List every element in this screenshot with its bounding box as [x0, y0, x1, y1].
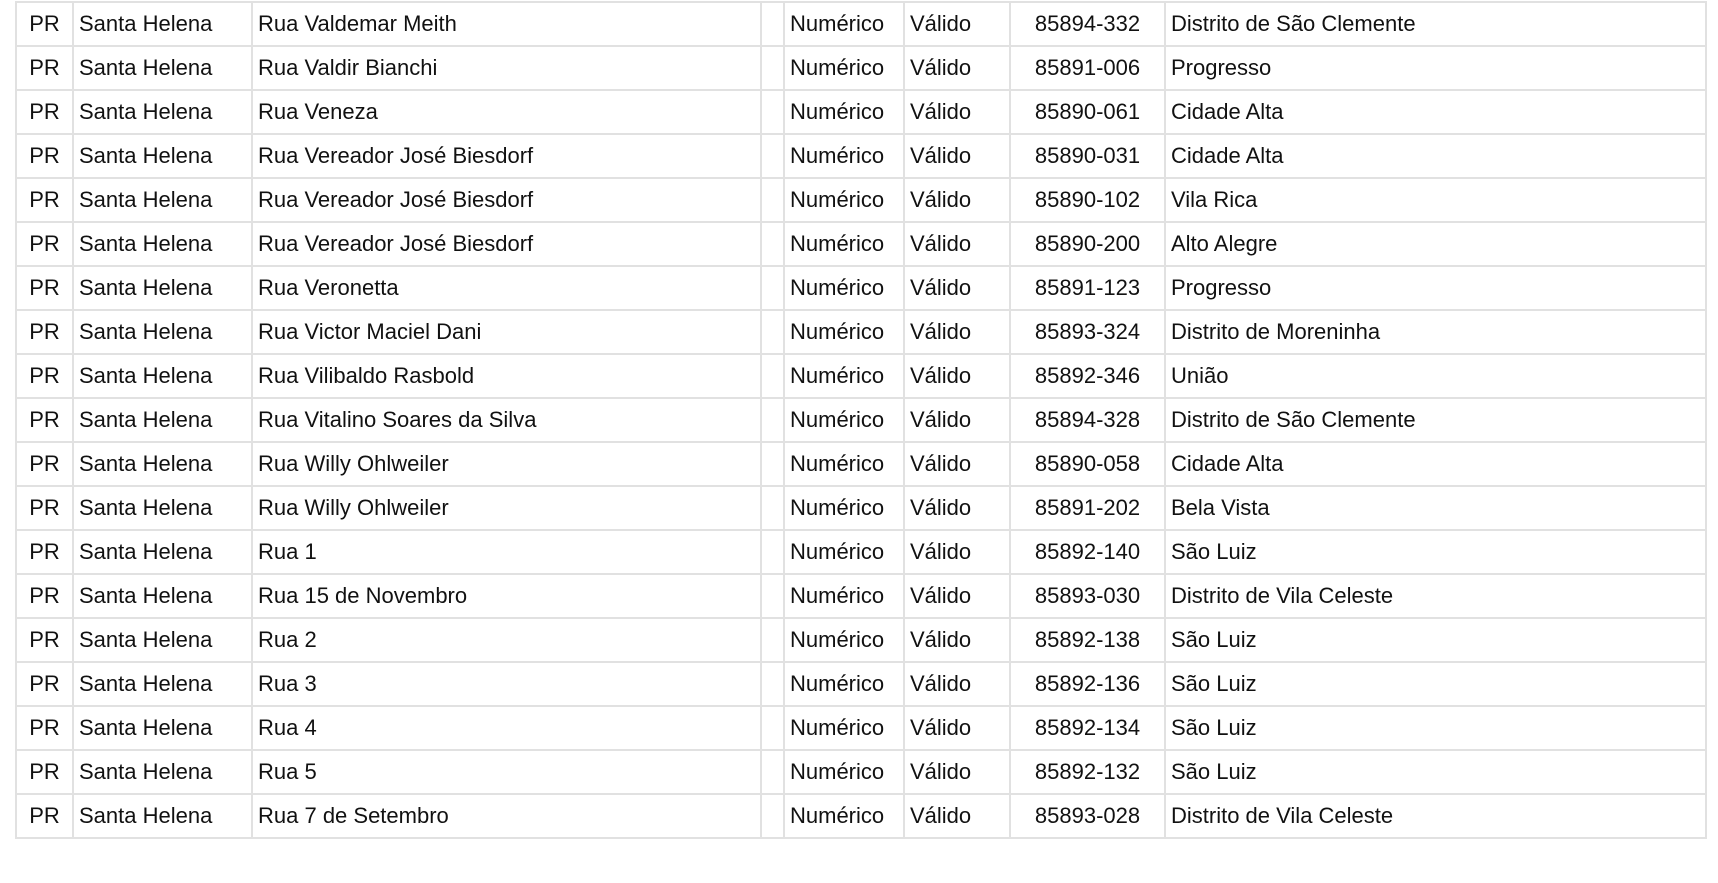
status-cell: Válido [904, 46, 1010, 90]
type-cell: Numérico [784, 530, 904, 574]
table-row [16, 134, 1706, 178]
neighborhood-cell: Progresso [1165, 46, 1706, 90]
uf-cell: PR [16, 266, 73, 310]
status-cell: Válido [904, 662, 1010, 706]
status-cell: Válido [904, 398, 1010, 442]
type-cell: Numérico [784, 750, 904, 794]
status-cell: Válido [904, 310, 1010, 354]
city-cell: Santa Helena [73, 46, 252, 90]
cep-cell: 85892-132 [1010, 750, 1165, 794]
status-cell: Válido [904, 706, 1010, 750]
blank-cell [761, 266, 784, 310]
cep-cell: 85890-102 [1010, 178, 1165, 222]
neighborhood-cell: Cidade Alta [1165, 442, 1706, 486]
street-cell: Rua 4 [252, 706, 761, 750]
city-cell: Santa Helena [73, 354, 252, 398]
table-row [16, 794, 1706, 838]
table-row [16, 618, 1706, 662]
type-cell: Numérico [784, 178, 904, 222]
neighborhood-cell: Distrito de Moreninha [1165, 310, 1706, 354]
cep-cell: 85890-200 [1010, 222, 1165, 266]
neighborhood-cell: São Luiz [1165, 750, 1706, 794]
type-cell: Numérico [784, 90, 904, 134]
table-row [16, 178, 1706, 222]
type-cell: Numérico [784, 486, 904, 530]
type-cell: Numérico [784, 574, 904, 618]
uf-cell: PR [16, 310, 73, 354]
neighborhood-cell: Bela Vista [1165, 486, 1706, 530]
neighborhood-cell: Distrito de Vila Celeste [1165, 794, 1706, 838]
cep-cell: 85890-058 [1010, 442, 1165, 486]
uf-cell: PR [16, 486, 73, 530]
status-cell: Válido [904, 178, 1010, 222]
city-cell: Santa Helena [73, 90, 252, 134]
neighborhood-cell: Cidade Alta [1165, 134, 1706, 178]
street-cell: Rua 1 [252, 530, 761, 574]
uf-cell: PR [16, 662, 73, 706]
street-cell: Rua Willy Ohlweiler [252, 486, 761, 530]
cep-cell: 85892-138 [1010, 618, 1165, 662]
blank-cell [761, 750, 784, 794]
neighborhood-cell: Alto Alegre [1165, 222, 1706, 266]
status-cell: Válido [904, 486, 1010, 530]
cep-table [15, 1, 1707, 839]
uf-cell: PR [16, 2, 73, 46]
uf-cell: PR [16, 134, 73, 178]
uf-cell: PR [16, 442, 73, 486]
type-cell: Numérico [784, 794, 904, 838]
city-cell: Santa Helena [73, 794, 252, 838]
blank-cell [761, 662, 784, 706]
city-cell: Santa Helena [73, 486, 252, 530]
status-cell: Válido [904, 750, 1010, 794]
street-cell: Rua Vereador José Biesdorf [252, 134, 761, 178]
blank-cell [761, 442, 784, 486]
table-row [16, 90, 1706, 134]
blank-cell [761, 310, 784, 354]
cep-cell: 85890-031 [1010, 134, 1165, 178]
blank-cell [761, 618, 784, 662]
street-cell: Rua 2 [252, 618, 761, 662]
cep-cell: 85894-328 [1010, 398, 1165, 442]
street-cell: Rua Willy Ohlweiler [252, 442, 761, 486]
neighborhood-cell: Vila Rica [1165, 178, 1706, 222]
table-row [16, 574, 1706, 618]
cep-cell: 85891-202 [1010, 486, 1165, 530]
type-cell: Numérico [784, 266, 904, 310]
neighborhood-cell: Distrito de São Clemente [1165, 2, 1706, 46]
cep-cell: 85892-346 [1010, 354, 1165, 398]
uf-cell: PR [16, 706, 73, 750]
type-cell: Numérico [784, 46, 904, 90]
table-row [16, 486, 1706, 530]
blank-cell [761, 574, 784, 618]
table-row [16, 662, 1706, 706]
type-cell: Numérico [784, 706, 904, 750]
table-row [16, 706, 1706, 750]
uf-cell: PR [16, 530, 73, 574]
neighborhood-cell: São Luiz [1165, 706, 1706, 750]
status-cell: Válido [904, 2, 1010, 46]
uf-cell: PR [16, 398, 73, 442]
neighborhood-cell: Cidade Alta [1165, 90, 1706, 134]
cep-cell: 85892-140 [1010, 530, 1165, 574]
uf-cell: PR [16, 178, 73, 222]
status-cell: Válido [904, 134, 1010, 178]
cep-cell: 85893-324 [1010, 310, 1165, 354]
cep-cell: 85891-006 [1010, 46, 1165, 90]
uf-cell: PR [16, 90, 73, 134]
type-cell: Numérico [784, 134, 904, 178]
type-cell: Numérico [784, 222, 904, 266]
cep-cell: 85893-030 [1010, 574, 1165, 618]
status-cell: Válido [904, 354, 1010, 398]
table-row [16, 398, 1706, 442]
blank-cell [761, 794, 784, 838]
type-cell: Numérico [784, 310, 904, 354]
neighborhood-cell: São Luiz [1165, 662, 1706, 706]
neighborhood-cell: Distrito de Vila Celeste [1165, 574, 1706, 618]
street-cell: Rua Valdir Bianchi [252, 46, 761, 90]
city-cell: Santa Helena [73, 442, 252, 486]
street-cell: Rua 7 de Setembro [252, 794, 761, 838]
cep-cell: 85890-061 [1010, 90, 1165, 134]
status-cell: Válido [904, 618, 1010, 662]
type-cell: Numérico [784, 2, 904, 46]
street-cell: Rua Veronetta [252, 266, 761, 310]
status-cell: Válido [904, 266, 1010, 310]
table-row [16, 46, 1706, 90]
neighborhood-cell: São Luiz [1165, 530, 1706, 574]
type-cell: Numérico [784, 618, 904, 662]
cep-cell: 85891-123 [1010, 266, 1165, 310]
blank-cell [761, 398, 784, 442]
uf-cell: PR [16, 222, 73, 266]
city-cell: Santa Helena [73, 706, 252, 750]
neighborhood-cell: São Luiz [1165, 618, 1706, 662]
city-cell: Santa Helena [73, 750, 252, 794]
city-cell: Santa Helena [73, 2, 252, 46]
table-row [16, 354, 1706, 398]
uf-cell: PR [16, 750, 73, 794]
uf-cell: PR [16, 618, 73, 662]
table-body [16, 2, 1706, 838]
blank-cell [761, 530, 784, 574]
uf-cell: PR [16, 354, 73, 398]
type-cell: Numérico [784, 662, 904, 706]
status-cell: Válido [904, 530, 1010, 574]
street-cell: Rua 3 [252, 662, 761, 706]
uf-cell: PR [16, 574, 73, 618]
status-cell: Válido [904, 442, 1010, 486]
uf-cell: PR [16, 794, 73, 838]
table-row [16, 222, 1706, 266]
street-cell: Rua Vereador José Biesdorf [252, 222, 761, 266]
city-cell: Santa Helena [73, 662, 252, 706]
blank-cell [761, 486, 784, 530]
type-cell: Numérico [784, 442, 904, 486]
city-cell: Santa Helena [73, 134, 252, 178]
street-cell: Rua Vilibaldo Rasbold [252, 354, 761, 398]
type-cell: Numérico [784, 398, 904, 442]
neighborhood-cell: União [1165, 354, 1706, 398]
table-row [16, 266, 1706, 310]
cep-cell: 85894-332 [1010, 2, 1165, 46]
city-cell: Santa Helena [73, 222, 252, 266]
blank-cell [761, 706, 784, 750]
blank-cell [761, 134, 784, 178]
street-cell: Rua Vitalino Soares da Silva [252, 398, 761, 442]
status-cell: Válido [904, 222, 1010, 266]
city-cell: Santa Helena [73, 574, 252, 618]
blank-cell [761, 2, 784, 46]
street-cell: Rua Victor Maciel Dani [252, 310, 761, 354]
blank-cell [761, 46, 784, 90]
city-cell: Santa Helena [73, 266, 252, 310]
city-cell: Santa Helena [73, 178, 252, 222]
table-row [16, 2, 1706, 46]
status-cell: Válido [904, 574, 1010, 618]
cep-cell: 85893-028 [1010, 794, 1165, 838]
blank-cell [761, 222, 784, 266]
table-row [16, 530, 1706, 574]
city-cell: Santa Helena [73, 310, 252, 354]
table-row [16, 750, 1706, 794]
blank-cell [761, 178, 784, 222]
neighborhood-cell: Distrito de São Clemente [1165, 398, 1706, 442]
cep-cell: 85892-136 [1010, 662, 1165, 706]
table-row [16, 310, 1706, 354]
blank-cell [761, 354, 784, 398]
table-row [16, 442, 1706, 486]
uf-cell: PR [16, 46, 73, 90]
street-cell: Rua 5 [252, 750, 761, 794]
status-cell: Válido [904, 90, 1010, 134]
city-cell: Santa Helena [73, 530, 252, 574]
cep-cell: 85892-134 [1010, 706, 1165, 750]
street-cell: Rua Valdemar Meith [252, 2, 761, 46]
street-cell: Rua Veneza [252, 90, 761, 134]
city-cell: Santa Helena [73, 618, 252, 662]
street-cell: Rua 15 de Novembro [252, 574, 761, 618]
neighborhood-cell: Progresso [1165, 266, 1706, 310]
status-cell: Válido [904, 794, 1010, 838]
blank-cell [761, 90, 784, 134]
city-cell: Santa Helena [73, 398, 252, 442]
street-cell: Rua Vereador José Biesdorf [252, 178, 761, 222]
type-cell: Numérico [784, 354, 904, 398]
